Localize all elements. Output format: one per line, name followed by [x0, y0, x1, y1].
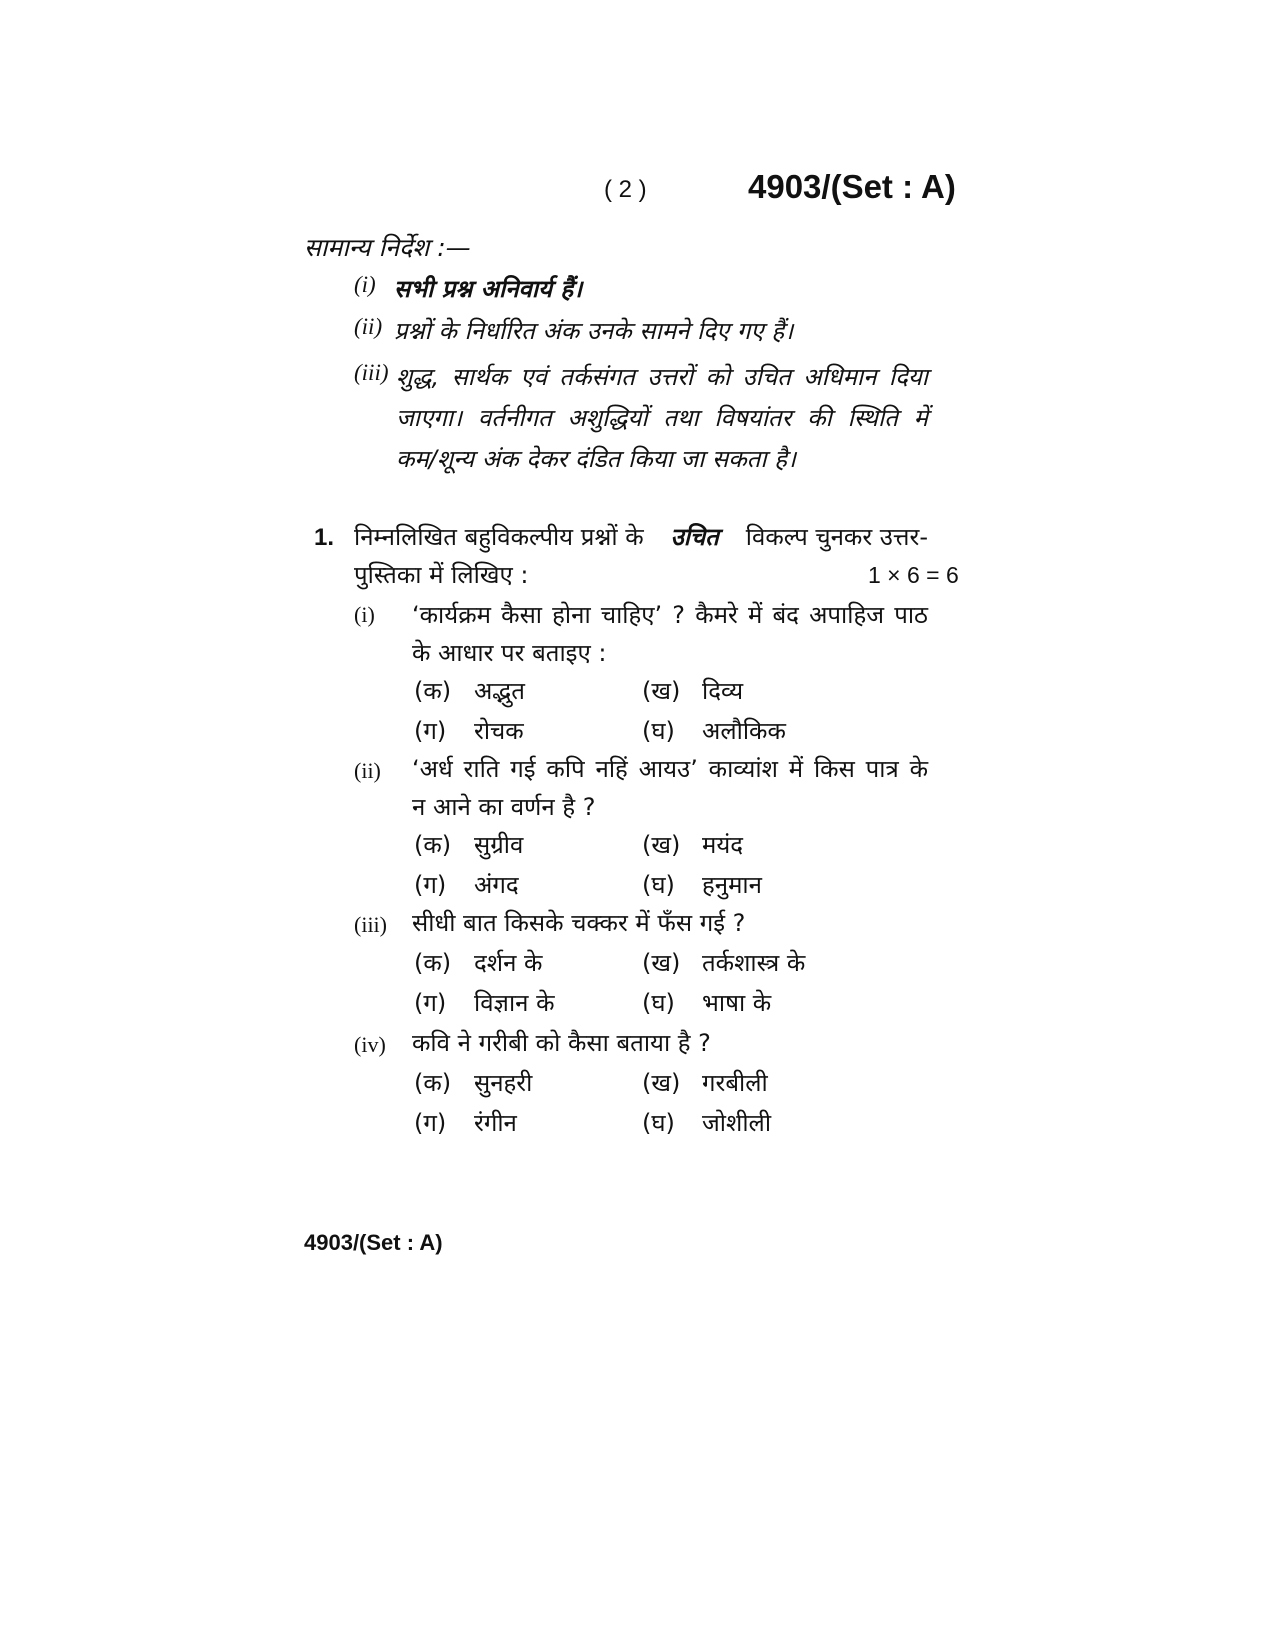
- option-label: (घ): [642, 717, 675, 745]
- option-kha: [642, 674, 743, 707]
- instruction-item-3: [354, 360, 928, 475]
- option-text: गरबीली: [702, 1069, 768, 1097]
- option-ga: [414, 714, 524, 747]
- paper-code-header: 4903/(Set : A): [748, 168, 956, 205]
- question-line-1: [354, 520, 928, 553]
- instruction-number: (ii): [354, 314, 383, 339]
- paper-code-footer: 4903/(Set : A): [304, 1230, 443, 1255]
- option-text: अंगद: [474, 871, 519, 899]
- subquestion-number: (iii): [354, 912, 387, 937]
- subquestion-number: (ii): [354, 758, 381, 783]
- instruction-item-1: [354, 272, 582, 305]
- option-text: रोचक: [474, 717, 524, 745]
- option-text: सुग्रीव: [474, 831, 524, 859]
- option-label: (ग): [414, 989, 447, 1017]
- instruction-item-2: [354, 314, 793, 347]
- option-label: (घ): [642, 871, 675, 899]
- option-label: (क): [414, 831, 452, 859]
- option-ka: [414, 828, 523, 861]
- subquestion-line-2: न आने का वर्णन है ?: [412, 793, 596, 821]
- option-label: (ग): [414, 717, 447, 745]
- question-text-emphasis: उचित: [670, 523, 719, 551]
- instruction-number: (iii): [354, 360, 389, 385]
- option-kha: [642, 1066, 768, 1099]
- option-label: (ग): [414, 1109, 447, 1137]
- option-label: (ख): [642, 1069, 681, 1097]
- option-ga: [414, 986, 555, 1019]
- option-label: (ख): [642, 831, 681, 859]
- option-ka: [414, 674, 525, 707]
- instruction-text-line3: कम/शून्य अंक देकर दंडित किया जा सकता है।: [396, 445, 797, 473]
- instruction-text: प्रश्नों के निर्धारित अंक उनके सामने दिए गए हैं।: [394, 317, 794, 345]
- subquestion-line-2: के आधार पर बताइए :: [412, 639, 607, 667]
- option-kha: [642, 828, 743, 861]
- option-label: (घ): [642, 989, 675, 1017]
- subquestion-line-1: ‘कार्यक्रम कैसा होना चाहिए’ ? कैमरे में बंद अपाहिज पाठ: [412, 601, 928, 629]
- marks-allocation: 1 × 6 = 6: [868, 562, 959, 588]
- option-text: विज्ञान के: [474, 989, 555, 1017]
- option-gha: [642, 986, 771, 1019]
- instruction-text-line2: जाएगा। वर्तनीगत अशुद्धियों तथा विषयांतर की स्थिति में: [396, 404, 928, 432]
- option-text: दिव्य: [702, 677, 744, 705]
- option-text: मयंद: [702, 831, 744, 859]
- question-number: 1.: [314, 524, 335, 551]
- option-ka: [414, 1066, 532, 1099]
- subquestion-line-1: सीधी बात किसके चक्कर में फँस गई ?: [412, 909, 746, 937]
- instructions-heading: सामान्य निर्देश :—: [304, 233, 471, 262]
- option-ga: [414, 1106, 517, 1139]
- option-gha: [642, 868, 762, 901]
- option-label: (क): [414, 949, 452, 977]
- option-label: (ख): [642, 949, 681, 977]
- option-text: अलौकिक: [702, 717, 786, 745]
- question-line-2: पुस्तिका में लिखिए :: [354, 561, 529, 589]
- option-ka: [414, 946, 542, 979]
- option-label: (घ): [642, 1109, 675, 1137]
- option-label: (क): [414, 1069, 452, 1097]
- option-text: भाषा के: [702, 989, 772, 1017]
- subquestion-line-1: कवि ने गरीबी को कैसा बताया है ?: [412, 1029, 711, 1057]
- option-label: (क): [414, 677, 452, 705]
- option-text: हनुमान: [702, 871, 762, 899]
- instruction-number: (i): [354, 272, 376, 297]
- option-ga: [414, 868, 519, 901]
- option-text: तर्कशास्त्र के: [702, 949, 806, 977]
- option-text: रंगीन: [474, 1109, 517, 1137]
- option-text: जोशीली: [702, 1109, 772, 1137]
- instruction-text: सभी प्रश्न अनिवार्य हैं।: [394, 275, 583, 303]
- option-label: (ग): [414, 871, 447, 899]
- subquestion-line-1: ‘अर्ध राति गई कपि नहिं आयउ’ काव्यांश में किस पात्र के: [412, 755, 928, 783]
- option-gha: [642, 1106, 771, 1139]
- question-text-post: विकल्प चुनकर उत्तर-: [745, 523, 928, 551]
- option-text: दर्शन के: [474, 949, 543, 977]
- subquestion-number: (iv): [354, 1032, 386, 1057]
- option-label: (ख): [642, 677, 681, 705]
- option-kha: [642, 946, 805, 979]
- subquestion-number: (i): [354, 602, 375, 627]
- option-gha: [642, 714, 786, 747]
- question-text-pre: निम्नलिखित बहुविकल्पीय प्रश्नों के: [354, 523, 644, 551]
- option-text: अद्भुत: [474, 677, 525, 705]
- instruction-text-line1: शुद्ध, सार्थक एवं तर्कसंगत उत्तरों को उचित अधिमान दिया: [396, 363, 928, 391]
- option-text: सुनहरी: [474, 1069, 533, 1097]
- page-number: ( 2 ): [604, 176, 647, 203]
